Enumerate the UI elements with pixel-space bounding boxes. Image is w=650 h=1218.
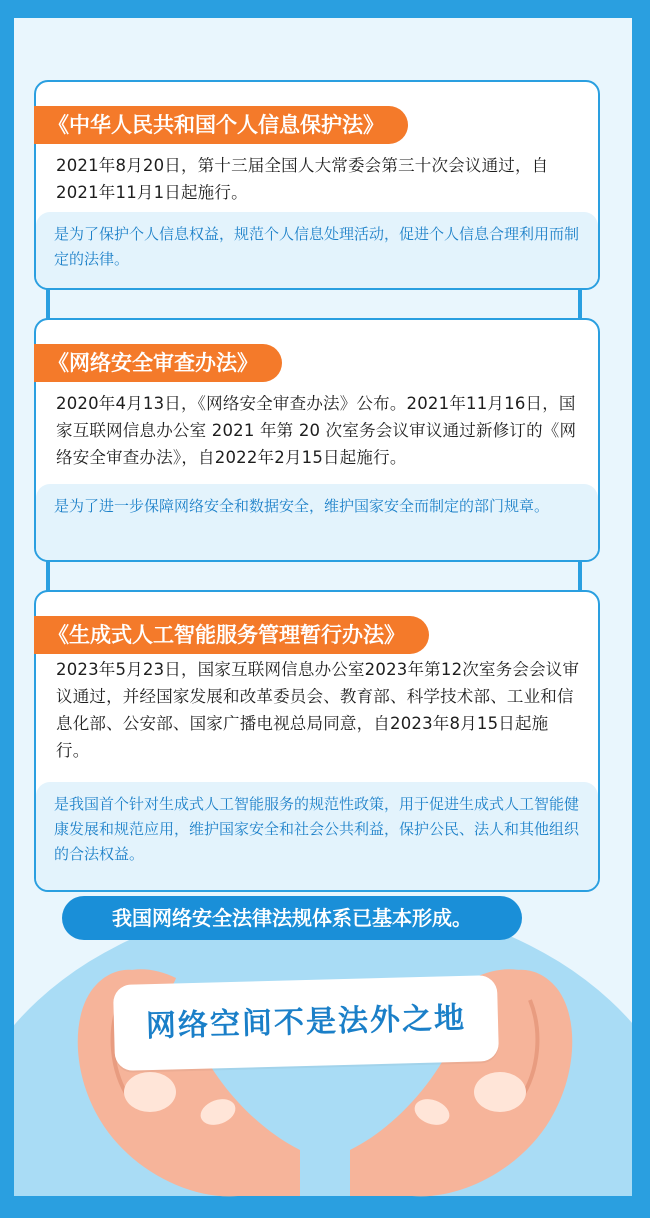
card-title: 《中华人民共和国个人信息保护法》 [34, 106, 408, 144]
card-title: 《网络安全审查办法》 [34, 344, 282, 382]
card-body: 2020年4月13日，《网络安全审查办法》公布。2021年11月16日，国家互联网信息办公室 2021 年第 20 次室务会议审议通过新修订的《网络安全审查办法》，自2022年2月15日起施行。 [56, 394, 577, 467]
card-note: 是为了进一步保障网络安全和数据安全，维护国家安全而制定的部门规章。 [36, 484, 598, 560]
left-fingernail [124, 1072, 176, 1112]
card-title: 《生成式人工智能服务管理暂行办法》 [34, 616, 429, 654]
card-body: 2021年8月20日，第十三届全国人大常委会第三十次会议通过，自2021年11月1日起施行。 [56, 156, 549, 202]
slogan-text: 网络空间不是法外之地 [145, 1000, 467, 1045]
card-note: 是我国首个针对生成式人工智能服务的规范性政策，用于促进生成式人工智能健康发展和规范应用，维护国家安全和社会公共利益，保护公民、法人和其他组织的合法权益。 [36, 782, 598, 890]
slogan-sign [113, 975, 499, 1071]
summary-banner: 我国网络安全法律法规体系已基本形成。 [62, 896, 522, 940]
card-body: 2023年5月23日，国家互联网信息办公室2023年第12次室务会会议审议通过，并经国家发展和改革委员会、教育部、科学技术部、工业和信息化部、公安部、国家广播电视总局同意，自2023年8月15日起施行。 [56, 660, 580, 760]
right-fingernail [474, 1072, 526, 1112]
card-note: 是为了保护个人信息权益，规范个人信息处理活动，促进个人信息合理利用而制定的法律。 [36, 212, 598, 288]
